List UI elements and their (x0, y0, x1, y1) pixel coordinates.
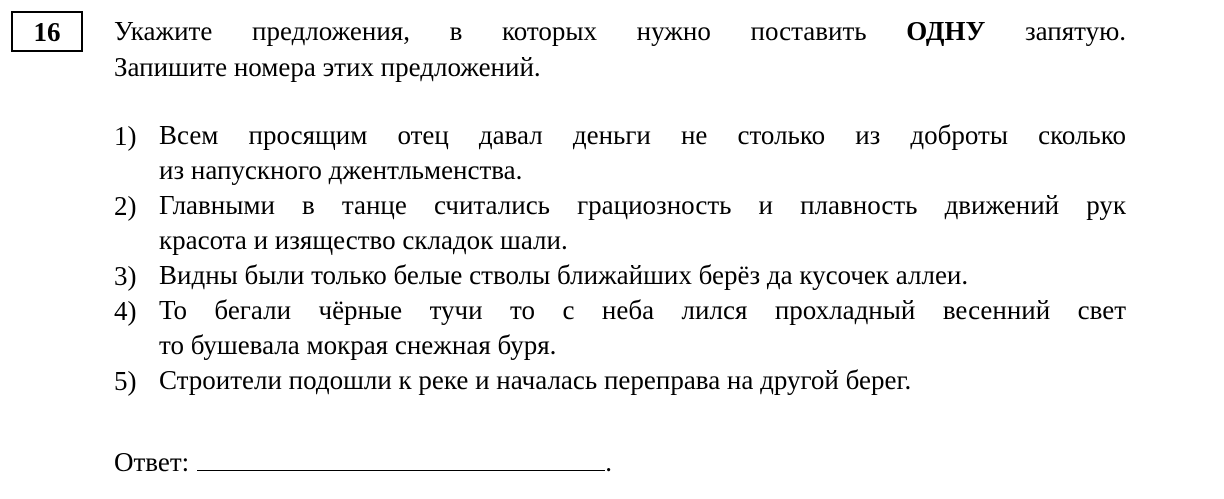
instruction-emphasis: ОДНУ (906, 16, 986, 46)
answer-label: Ответ: (114, 447, 190, 477)
instruction-text-post: запятую. (985, 16, 1126, 46)
item-text (159, 293, 1126, 363)
list-item (114, 188, 1126, 258)
item-text (159, 363, 1126, 398)
answer-row (114, 444, 612, 480)
item-text-line-1: Строители подошли к реке и началась переправа на другой берег. (159, 365, 912, 395)
item-number: 1) (114, 121, 137, 151)
list-item (114, 363, 1126, 398)
item-text-line-2: красота и изящество складок шали. (159, 225, 568, 255)
list-item (114, 258, 1126, 293)
item-text (159, 118, 1126, 188)
instruction-line-2: Запишите номера этих предложений. (114, 52, 541, 82)
item-text-line-1: Главными в танце считались грациозность и плавность движений рук (159, 190, 1126, 220)
item-text-line-1: То бегали чёрные тучи то с неба лился прохладный весенний свет (159, 295, 1126, 325)
item-number: 4) (114, 296, 137, 326)
task-instruction (114, 13, 1126, 85)
item-number: 5) (114, 366, 137, 396)
item-text-line-2: из напускного джентльменства. (159, 155, 523, 185)
item-text-line-2: то бушевала мокрая снежная буря. (159, 330, 557, 360)
item-number: 2) (114, 191, 137, 221)
instruction-text-pre: Укажите предложения, в которых нужно поставить (114, 16, 907, 46)
answer-end-period: . (605, 447, 612, 477)
item-text-line-1: Всем просящим отец давал деньги не столько из доброты сколько (159, 120, 1126, 150)
task-number-box (11, 11, 83, 52)
item-text-line-1: Видны были только белые стволы ближайших берёз да кусочек аллеи. (159, 260, 969, 290)
list-item (114, 118, 1126, 188)
sentence-list (114, 118, 1126, 398)
list-item (114, 293, 1126, 363)
instruction-line-1 (114, 13, 1126, 49)
item-number: 3) (114, 261, 137, 291)
task-number: 16 (33, 17, 61, 47)
item-text (159, 258, 1126, 293)
answer-blank-line[interactable] (197, 444, 605, 471)
item-text (159, 188, 1126, 258)
